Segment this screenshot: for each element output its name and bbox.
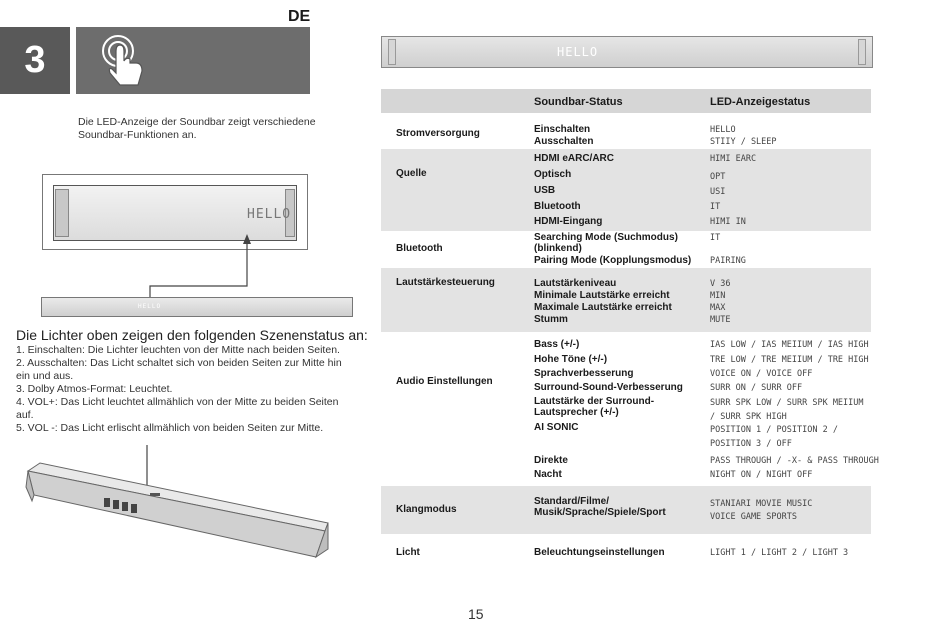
status-cell: Maximale Lautstärke erreicht — [534, 302, 672, 313]
list-item: 5. VOL -: Das Licht erlischt allmählich von beiden Seiten zur Mitte. — [16, 422, 324, 434]
list-item: 1. Einschalten: Die Lichter leuchten von der Mitte nach beiden Seiten. — [16, 344, 340, 356]
status-cell: Lautstärke der Surround-Lautsprecher (+/-) — [534, 396, 655, 418]
led-banner-text: HELLO — [557, 45, 599, 59]
status-cell: USB — [534, 185, 556, 196]
status-cell: Pairing Mode (Kopplungsmodus) — [534, 255, 692, 266]
status-cell: Bluetooth — [534, 201, 581, 212]
status-cell: Standard/Filme/ Musik/Sprache/Spiele/Sport — [534, 496, 666, 518]
row-category: Licht — [396, 547, 420, 558]
led-cell: LIGHT 1 / LIGHT 2 / LIGHT 3 — [710, 548, 849, 558]
list-item: 2. Ausschalten: Das Licht schaltet sich von beiden Seiten zur Mitte hin ein und aus. — [16, 357, 342, 382]
led-cell: POSITION 1 / POSITION 2 / POSITION 3 / OFF — [710, 425, 838, 449]
list-item: 3. Dolby Atmos-Format: Leuchtet. — [16, 383, 173, 395]
soundbar-front-view — [41, 297, 353, 317]
pointer-arrow — [0, 0, 360, 330]
led-cell: MAX — [710, 303, 726, 313]
lights-list — [16, 344, 356, 435]
status-cell: Searching Mode (Suchmodus) (blinkend) — [534, 232, 678, 254]
table-row — [381, 332, 879, 481]
status-cell: Einschalten — [534, 124, 591, 135]
page-number: 15 — [468, 606, 484, 622]
intro-text: Die LED-Anzeige der Soundbar zeigt verschiedene Soundbar-Funktionen an. — [78, 116, 316, 141]
led-cell: V 36 — [710, 279, 731, 289]
led-cell: IT — [710, 202, 721, 212]
led-cell: HELLO — [710, 125, 736, 135]
col-led-header: LED-Anzeigestatus — [710, 96, 811, 108]
language-label: DE — [288, 8, 311, 25]
led-display-banner — [381, 36, 873, 68]
row-category: Quelle — [396, 168, 427, 179]
row-category: Klangmodus — [396, 504, 457, 515]
led-cell: TRE LOW / TRE MEIIUM / TRE HIGH — [710, 355, 869, 365]
led-cell: MUTE — [710, 315, 731, 325]
led-cell: HIMI EARC — [710, 154, 757, 164]
list-item: 4. VOL+: Das Licht leuchtet allmählich von der Mitte zu beiden Seiten auf. — [16, 396, 339, 421]
led-cell: OPT — [710, 172, 726, 182]
led-cell: HIMI IN — [710, 217, 746, 227]
led-cell: STIIY / SLEEP — [710, 137, 777, 147]
status-cell: Sprachverbesserung — [534, 368, 634, 379]
table-row — [381, 268, 871, 332]
led-cell: IT — [710, 233, 721, 243]
status-cell: Stumm — [534, 314, 568, 325]
led-display-text: HELLO — [247, 207, 292, 222]
status-cell: Direkte — [534, 455, 568, 466]
led-cell: STANIARI MOVIE MUSIC VOICE GAME SPORTS — [710, 499, 813, 522]
led-cell: SURR SPK LOW / SURR SPK MEIIUM / SURR SPK HIGH — [710, 398, 864, 422]
status-cell: Beleuchtungseinstellungen — [534, 547, 665, 558]
table-row — [381, 534, 871, 574]
status-cell: HDMI eARC/ARC — [534, 153, 614, 164]
status-cell: Surround-Sound-Verbesserung — [534, 382, 683, 393]
soundbar-illustration — [20, 445, 340, 565]
led-cell: IAS LOW / IAS MEIIUM / IAS HIGH — [710, 340, 869, 350]
status-cell: Ausschalten — [534, 136, 594, 147]
row-category: Stromversorgung — [396, 128, 480, 139]
table-row — [381, 149, 871, 231]
status-cell: Bass (+/-) — [534, 339, 580, 350]
led-cell: MIN — [710, 291, 726, 301]
soundbar-small-display-text: HELLO — [138, 303, 162, 310]
led-cell: VOICE ON / VOICE OFF — [710, 369, 813, 379]
status-cell: Minimale Lautstärke erreicht — [534, 290, 670, 301]
row-category: Bluetooth — [396, 243, 443, 254]
table-row — [381, 231, 871, 268]
led-cell: USI — [710, 187, 726, 197]
section-number: 3 — [0, 27, 70, 94]
led-cell: PASS THROUGH / -X- & PASS THROUGH — [710, 456, 879, 466]
status-cell: Nacht — [534, 469, 562, 480]
lights-heading: Die Lichter oben zeigen den folgenden Szenenstatus an: — [16, 327, 368, 343]
led-cell: NIGHT ON / NIGHT OFF — [710, 470, 813, 480]
status-cell: AI SONIC — [534, 422, 579, 433]
table-row — [381, 486, 871, 534]
table-header — [381, 89, 871, 113]
status-cell: Hohe Töne (+/-) — [534, 354, 608, 365]
table-row — [381, 113, 871, 149]
led-cell: PAIRING — [710, 256, 746, 266]
col-status-header: Soundbar-Status — [534, 96, 623, 108]
led-cell: SURR ON / SURR OFF — [710, 383, 803, 393]
status-table — [381, 89, 879, 574]
row-category: Audio Einstellungen — [396, 376, 493, 387]
status-cell: Lautstärkeniveau — [534, 278, 617, 289]
row-category: Lautstärkesteuerung — [396, 277, 495, 288]
status-cell: Optisch — [534, 169, 572, 180]
status-cell: HDMI-Eingang — [534, 216, 603, 227]
